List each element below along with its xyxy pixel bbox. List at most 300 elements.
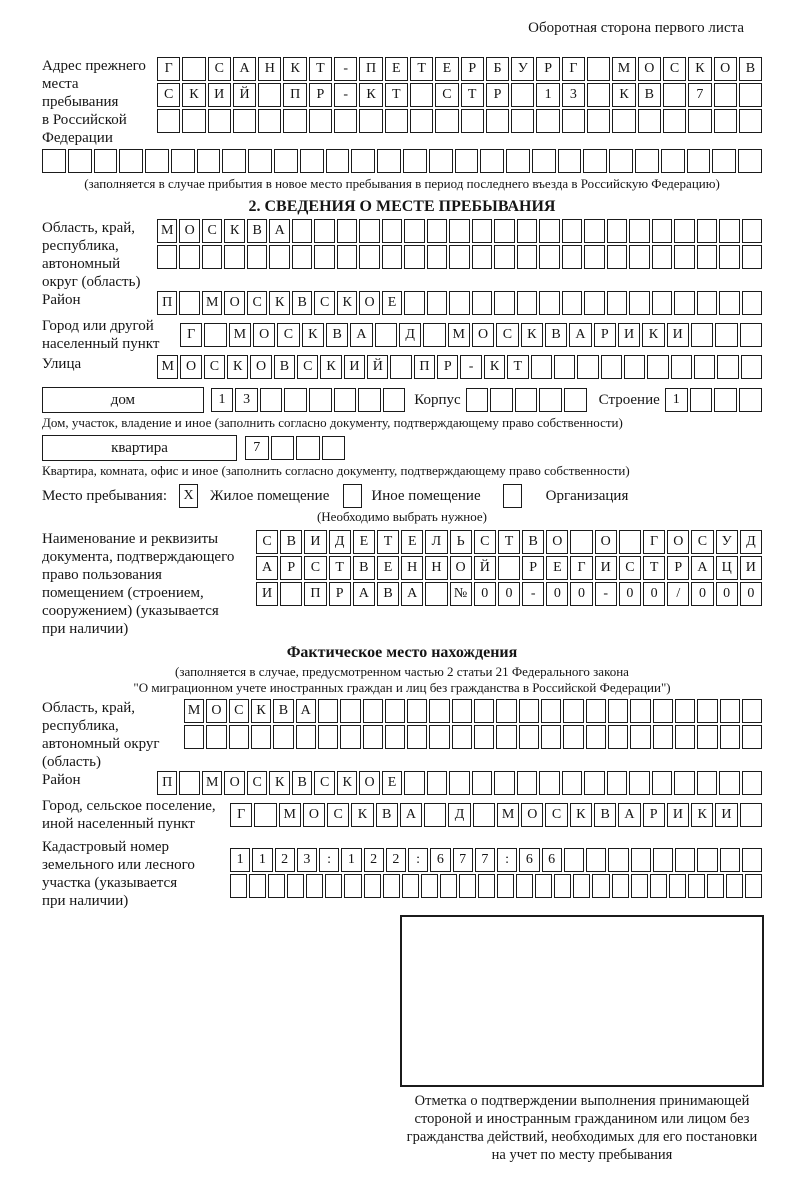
char-box [697, 291, 717, 315]
char-box: С [157, 83, 180, 107]
char-box: Б [486, 57, 509, 81]
char-box: Е [377, 556, 399, 580]
stay-type-label: Место пребывания: [42, 487, 167, 504]
char-box [742, 219, 762, 243]
char-box [517, 219, 537, 243]
char-box [587, 83, 610, 107]
char-box [179, 291, 199, 315]
char-box [562, 291, 582, 315]
char-box [480, 149, 504, 173]
char-box [653, 848, 673, 872]
char-box: Й [233, 83, 256, 107]
char-box [687, 149, 711, 173]
char-box [612, 874, 629, 898]
section3-title: Фактическое место нахождения [286, 644, 518, 661]
char-box: А [353, 582, 375, 606]
char-box [742, 771, 762, 795]
char-box [691, 323, 713, 347]
char-box [531, 355, 552, 379]
district3-row [157, 771, 762, 795]
char-box [624, 355, 645, 379]
char-box: С [474, 530, 496, 554]
char-box [230, 874, 247, 898]
char-box [486, 109, 509, 133]
region-row-2 [157, 245, 762, 269]
char-box [587, 57, 610, 81]
char-box: К [227, 355, 248, 379]
char-box: 0 [474, 582, 496, 606]
char-box [697, 219, 717, 243]
char-box: 3 [562, 83, 585, 107]
char-box [517, 291, 537, 315]
char-box [271, 436, 295, 460]
char-box: В [326, 323, 348, 347]
char-box [435, 109, 458, 133]
char-box: А [233, 57, 256, 81]
address-row-4 [42, 149, 762, 173]
char-box: Р [536, 57, 559, 81]
street-block [42, 355, 762, 379]
char-box [720, 725, 740, 749]
stay-checkbox-organization [503, 484, 522, 508]
char-box [314, 245, 334, 269]
char-box [440, 874, 457, 898]
char-box [564, 848, 584, 872]
char-box: А [401, 582, 423, 606]
char-box: Р [594, 323, 616, 347]
char-box [714, 109, 737, 133]
char-box: 0 [498, 582, 520, 606]
char-box: К [691, 803, 713, 827]
char-box [669, 874, 686, 898]
char-box: С [314, 771, 334, 795]
char-box [385, 725, 405, 749]
char-box [563, 699, 583, 723]
char-box: 3 [297, 848, 317, 872]
char-box [363, 725, 383, 749]
char-box: В [545, 323, 567, 347]
char-box: К [302, 323, 324, 347]
stay-option-residential-label: Жилое помещение [210, 487, 330, 504]
char-box [233, 109, 256, 133]
char-box [427, 291, 447, 315]
char-box [404, 771, 424, 795]
char-box [653, 725, 673, 749]
char-box [608, 699, 628, 723]
char-box [496, 725, 516, 749]
char-box: 0 [643, 582, 665, 606]
stay-checkbox-other [343, 484, 362, 508]
char-box: У [511, 57, 534, 81]
char-box [424, 803, 446, 827]
char-box [652, 245, 672, 269]
char-box: С [663, 57, 686, 81]
char-box [410, 83, 433, 107]
char-box: С [208, 57, 231, 81]
char-box: 6 [542, 848, 562, 872]
char-box: С [277, 323, 299, 347]
char-box [402, 874, 419, 898]
char-box: М [202, 291, 222, 315]
char-box [427, 245, 447, 269]
char-box [326, 149, 350, 173]
city3-block [42, 797, 762, 833]
char-box [720, 848, 740, 872]
char-box [515, 388, 538, 412]
char-box: С [247, 771, 267, 795]
char-box [652, 771, 672, 795]
char-box: В [638, 83, 661, 107]
section3-note-1: (заполняется в случае, предусмотренном частью 2 статьи 21 Федерального закона [175, 664, 629, 679]
house-number-row [211, 388, 405, 412]
char-box: Т [507, 355, 528, 379]
char-box [586, 725, 606, 749]
char-box [563, 725, 583, 749]
char-box: № [450, 582, 472, 606]
char-box: 2 [386, 848, 406, 872]
char-box: 6 [519, 848, 539, 872]
char-box [474, 699, 494, 723]
char-box [429, 725, 449, 749]
char-box [652, 291, 672, 315]
char-box: М [279, 803, 301, 827]
char-box [472, 771, 492, 795]
char-box: П [414, 355, 435, 379]
char-box: К [612, 83, 635, 107]
char-box [629, 291, 649, 315]
char-box: Г [562, 57, 585, 81]
char-box: У [716, 530, 738, 554]
char-box: - [334, 83, 357, 107]
char-box [631, 874, 648, 898]
house-field-label: дом [42, 387, 204, 413]
char-box [506, 149, 530, 173]
char-box [383, 388, 406, 412]
char-box: Г [157, 57, 180, 81]
char-box [224, 245, 244, 269]
char-box [404, 291, 424, 315]
char-box [739, 83, 762, 107]
char-box [208, 109, 231, 133]
char-box: О [472, 323, 494, 347]
char-box [539, 219, 559, 243]
char-box [577, 355, 598, 379]
char-box [284, 388, 307, 412]
char-box [494, 219, 514, 243]
char-box: М [184, 699, 204, 723]
previous-address-block [42, 57, 762, 147]
char-box: П [157, 291, 177, 315]
char-box [697, 848, 717, 872]
char-box [94, 149, 118, 173]
char-box [612, 109, 635, 133]
region-grid [157, 219, 762, 291]
char-box [363, 699, 383, 723]
char-box [562, 219, 582, 243]
char-box: 0 [691, 582, 713, 606]
char-box: Д [448, 803, 470, 827]
char-box [292, 219, 312, 243]
char-box [449, 291, 469, 315]
char-box [707, 874, 724, 898]
city3-label: Город, сельское поселение, иной населенный пункт [42, 798, 216, 832]
char-box [697, 725, 717, 749]
char-box [248, 149, 272, 173]
char-box [340, 699, 360, 723]
char-box [449, 245, 469, 269]
char-box [742, 291, 762, 315]
char-box: Н [425, 556, 447, 580]
char-box [260, 388, 283, 412]
char-box: - [334, 57, 357, 81]
char-box [247, 245, 267, 269]
char-box [629, 245, 649, 269]
char-box [427, 219, 447, 243]
char-box [650, 874, 667, 898]
char-box [359, 245, 379, 269]
char-box: : [319, 848, 339, 872]
char-box: Е [385, 57, 408, 81]
char-box: Т [643, 556, 665, 580]
char-box: Т [385, 83, 408, 107]
char-box [635, 149, 659, 173]
char-box: Е [382, 771, 402, 795]
char-box: К [484, 355, 505, 379]
char-box: И [667, 803, 689, 827]
char-box [630, 699, 650, 723]
char-box [570, 530, 592, 554]
char-box: С [256, 530, 278, 554]
char-box [274, 149, 298, 173]
char-box [584, 245, 604, 269]
char-box [423, 323, 445, 347]
char-box: О [224, 771, 244, 795]
char-box: Г [230, 803, 252, 827]
document-row-2 [256, 556, 762, 580]
char-box: Т [377, 530, 399, 554]
char-box: И [256, 582, 278, 606]
char-box [425, 582, 447, 606]
char-box: И [344, 355, 365, 379]
house-block [42, 387, 762, 413]
district-block [42, 291, 762, 315]
char-box: 6 [430, 848, 450, 872]
char-box [517, 245, 537, 269]
char-box: Е [353, 530, 375, 554]
region3-label: Область, край, республика, автономный округ (область) [42, 700, 160, 770]
char-box: О [253, 323, 275, 347]
char-box: Г [643, 530, 665, 554]
char-box: О [206, 699, 226, 723]
char-box: Р [643, 803, 665, 827]
char-box: П [304, 582, 326, 606]
char-box: О [180, 355, 201, 379]
char-box [421, 874, 438, 898]
char-box: О [521, 803, 543, 827]
char-box [429, 149, 453, 173]
char-box [608, 848, 628, 872]
char-box: В [274, 355, 295, 379]
char-box [714, 388, 737, 412]
char-box [663, 83, 686, 107]
char-box [607, 245, 627, 269]
char-box [674, 771, 694, 795]
char-box [541, 725, 561, 749]
char-box [697, 699, 717, 723]
char-box [674, 291, 694, 315]
char-box: И [740, 556, 762, 580]
char-box: - [522, 582, 544, 606]
district3-block [42, 771, 762, 795]
char-box [607, 291, 627, 315]
char-box [179, 245, 199, 269]
char-box: Т [410, 57, 433, 81]
char-box [562, 245, 582, 269]
char-box: Е [546, 556, 568, 580]
cadastre-grid [230, 848, 762, 910]
previous-address-note: (заполняется в случае прибытия в новое место пребывания в период последнего въезда в Российскую Федерацию) [84, 176, 720, 191]
char-box: / [667, 582, 689, 606]
char-box: 1 [211, 388, 234, 412]
char-box: 1 [341, 848, 361, 872]
char-box [539, 388, 562, 412]
char-box [145, 149, 169, 173]
street-row [157, 355, 762, 379]
char-box [719, 245, 739, 269]
char-box: 1 [536, 83, 559, 107]
char-box: О [250, 355, 271, 379]
char-box [719, 291, 739, 315]
char-box [268, 874, 285, 898]
char-box [740, 803, 762, 827]
char-box: С [204, 355, 225, 379]
char-box [498, 556, 520, 580]
char-box: О [303, 803, 325, 827]
char-box [592, 874, 609, 898]
stay-option-other-label: Иное помещение [371, 487, 481, 504]
char-box: О [546, 530, 568, 554]
char-box: : [497, 848, 517, 872]
char-box [587, 109, 610, 133]
stay-checkbox-residential: X [179, 484, 198, 508]
char-box [179, 771, 199, 795]
char-box [427, 771, 447, 795]
stroenie-row [665, 388, 762, 412]
char-box: С [619, 556, 641, 580]
region-row-1 [157, 219, 762, 243]
char-box [490, 388, 513, 412]
char-box [609, 149, 633, 173]
char-box: О [359, 771, 379, 795]
district-label: Район [42, 292, 81, 308]
char-box: К [521, 323, 543, 347]
korpus-row [466, 388, 587, 412]
char-box [334, 109, 357, 133]
char-box [511, 83, 534, 107]
char-box: С [691, 530, 713, 554]
char-box: Е [435, 57, 458, 81]
char-box [539, 771, 559, 795]
char-box [358, 388, 381, 412]
section2-title: 2. СВЕДЕНИЯ О МЕСТЕ ПРЕБЫВАНИЯ [248, 198, 556, 215]
char-box [638, 109, 661, 133]
char-box [739, 388, 762, 412]
char-box: В [376, 803, 398, 827]
char-box [300, 149, 324, 173]
char-box [364, 874, 381, 898]
char-box: П [157, 771, 177, 795]
char-box [157, 109, 180, 133]
char-box [119, 149, 143, 173]
char-box: А [618, 803, 640, 827]
char-box [519, 699, 539, 723]
char-box: Р [667, 556, 689, 580]
char-box: В [292, 291, 312, 315]
char-box: Н [258, 57, 281, 81]
char-box: П [283, 83, 306, 107]
char-box [222, 149, 246, 173]
document-row-1 [256, 530, 762, 554]
stay-note: (Необходимо выбрать нужное) [316, 509, 488, 524]
char-box [452, 725, 472, 749]
char-box [742, 725, 762, 749]
char-box [478, 874, 495, 898]
char-box [404, 219, 424, 243]
char-box [697, 771, 717, 795]
char-box: И [304, 530, 326, 554]
char-box [601, 355, 622, 379]
address-row-1 [157, 57, 762, 81]
char-box: К [182, 83, 205, 107]
char-box [251, 725, 271, 749]
char-box: И [618, 323, 640, 347]
char-box [452, 699, 472, 723]
char-box [712, 149, 736, 173]
char-box [461, 109, 484, 133]
char-box [382, 219, 402, 243]
char-box: А [400, 803, 422, 827]
char-box: Д [740, 530, 762, 554]
apartment-field-label: квартира [42, 435, 237, 461]
char-box [675, 725, 695, 749]
char-box: А [256, 556, 278, 580]
document-row-3 [256, 582, 762, 606]
char-box [740, 323, 762, 347]
char-box: Й [474, 556, 496, 580]
char-box [671, 355, 692, 379]
char-box [690, 388, 713, 412]
confirmation-stamp-box [400, 915, 764, 1087]
char-box: А [350, 323, 372, 347]
char-box [714, 83, 737, 107]
char-box: Т [498, 530, 520, 554]
char-box: Е [401, 530, 423, 554]
char-box: К [269, 291, 289, 315]
char-box [688, 109, 711, 133]
char-box: С [314, 291, 334, 315]
char-box [383, 874, 400, 898]
char-box [309, 109, 332, 133]
char-box: М [497, 803, 519, 827]
char-box: К [570, 803, 592, 827]
char-box: С [229, 699, 249, 723]
char-box: А [569, 323, 591, 347]
char-box: К [642, 323, 664, 347]
char-box: М [229, 323, 251, 347]
char-box: О [595, 530, 617, 554]
char-box: Ь [450, 530, 472, 554]
char-box: О [224, 291, 244, 315]
